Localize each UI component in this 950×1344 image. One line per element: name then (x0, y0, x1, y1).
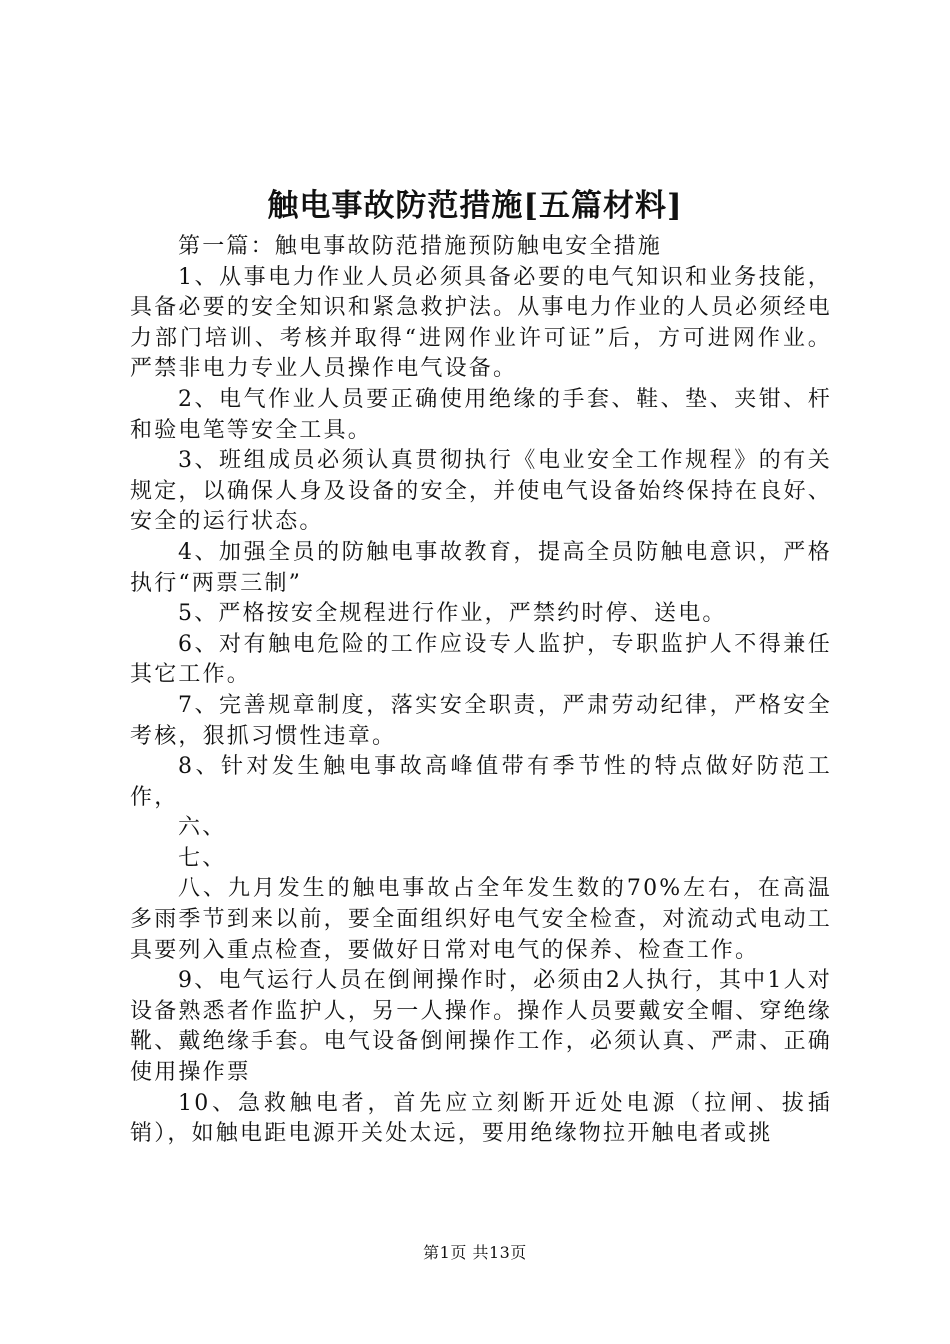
paragraph: 10、急救触电者，首先应立刻断开近处电源（拉闸、拔插销），如触电距电源开关处太远，要用绝缘物拉开触电者或挑 (130, 1090, 832, 1147)
paragraph: 5、严格按安全规程进行作业，严禁约时停、送电。 (178, 601, 727, 627)
paragraph: 8、针对发生触电事故高峰值带有季节性的特点做好防范工作， (130, 754, 832, 810)
section-heading: 第一篇：触电事故防范措施预防触电安全措施 (178, 234, 663, 259)
paragraph: 4、加强全员的防触电事故教育，提高全员防触电意识，严格执行“两票三制” (130, 539, 832, 596)
document-title: 触电事故防范措施[五篇材料] (267, 188, 683, 224)
paragraph: 3、班组成员必须认真贯彻执行《电业安全工作规程》的有关规定，以确保人身及设备的安全，并使电气设备始终保持在良好、安全的运行状态。 (130, 448, 832, 535)
paragraph: 2、电气作业人员要正确使用绝缘的手套、鞋、垫、夹钳、杆和验电笔等安全工具。 (130, 386, 832, 443)
paragraph: 1、从事电力作业人员必须具备必要的电气知识和业务技能，具备必要的安全知识和紧急救护法。从事电力作业的人员必须经电力部门培训、考核并取得“进网作业许可证”后，方可进网作业。严禁非电力专业人员操作电气设备。 (130, 264, 832, 382)
paragraph: 八、九月发生的触电事故占全年发生数的70%左右，在高温多雨季节到来以前，要全面组织好电气安全检查，对流动式电动工具要列入重点检查，要做好日常对电气的保养、检查工作。 (130, 876, 832, 963)
paragraph: 七、 (178, 845, 227, 871)
paragraph: 7、完善规章制度，落实安全职责，严肃劳动纪律，严格安全考核，狠抓习惯性违章。 (130, 692, 832, 749)
document-body (130, 232, 832, 1150)
paragraph: 9、电气运行人员在倒闸操作时，必须由2人执行，其中1人对设备熟悉者作监护人，另一人操作。操作人员要戴安全帽、穿绝缘靴、戴绝缘手套。电气设备倒闸操作工作，必须认真、严肃、正确使用操作票 (130, 968, 832, 1086)
page-footer: 第1页 共13页 (423, 1243, 527, 1262)
paragraph: 六、 (178, 815, 227, 841)
paragraph: 6、对有触电危险的工作应设专人监护，专职监护人不得兼任其它工作。 (130, 631, 832, 688)
